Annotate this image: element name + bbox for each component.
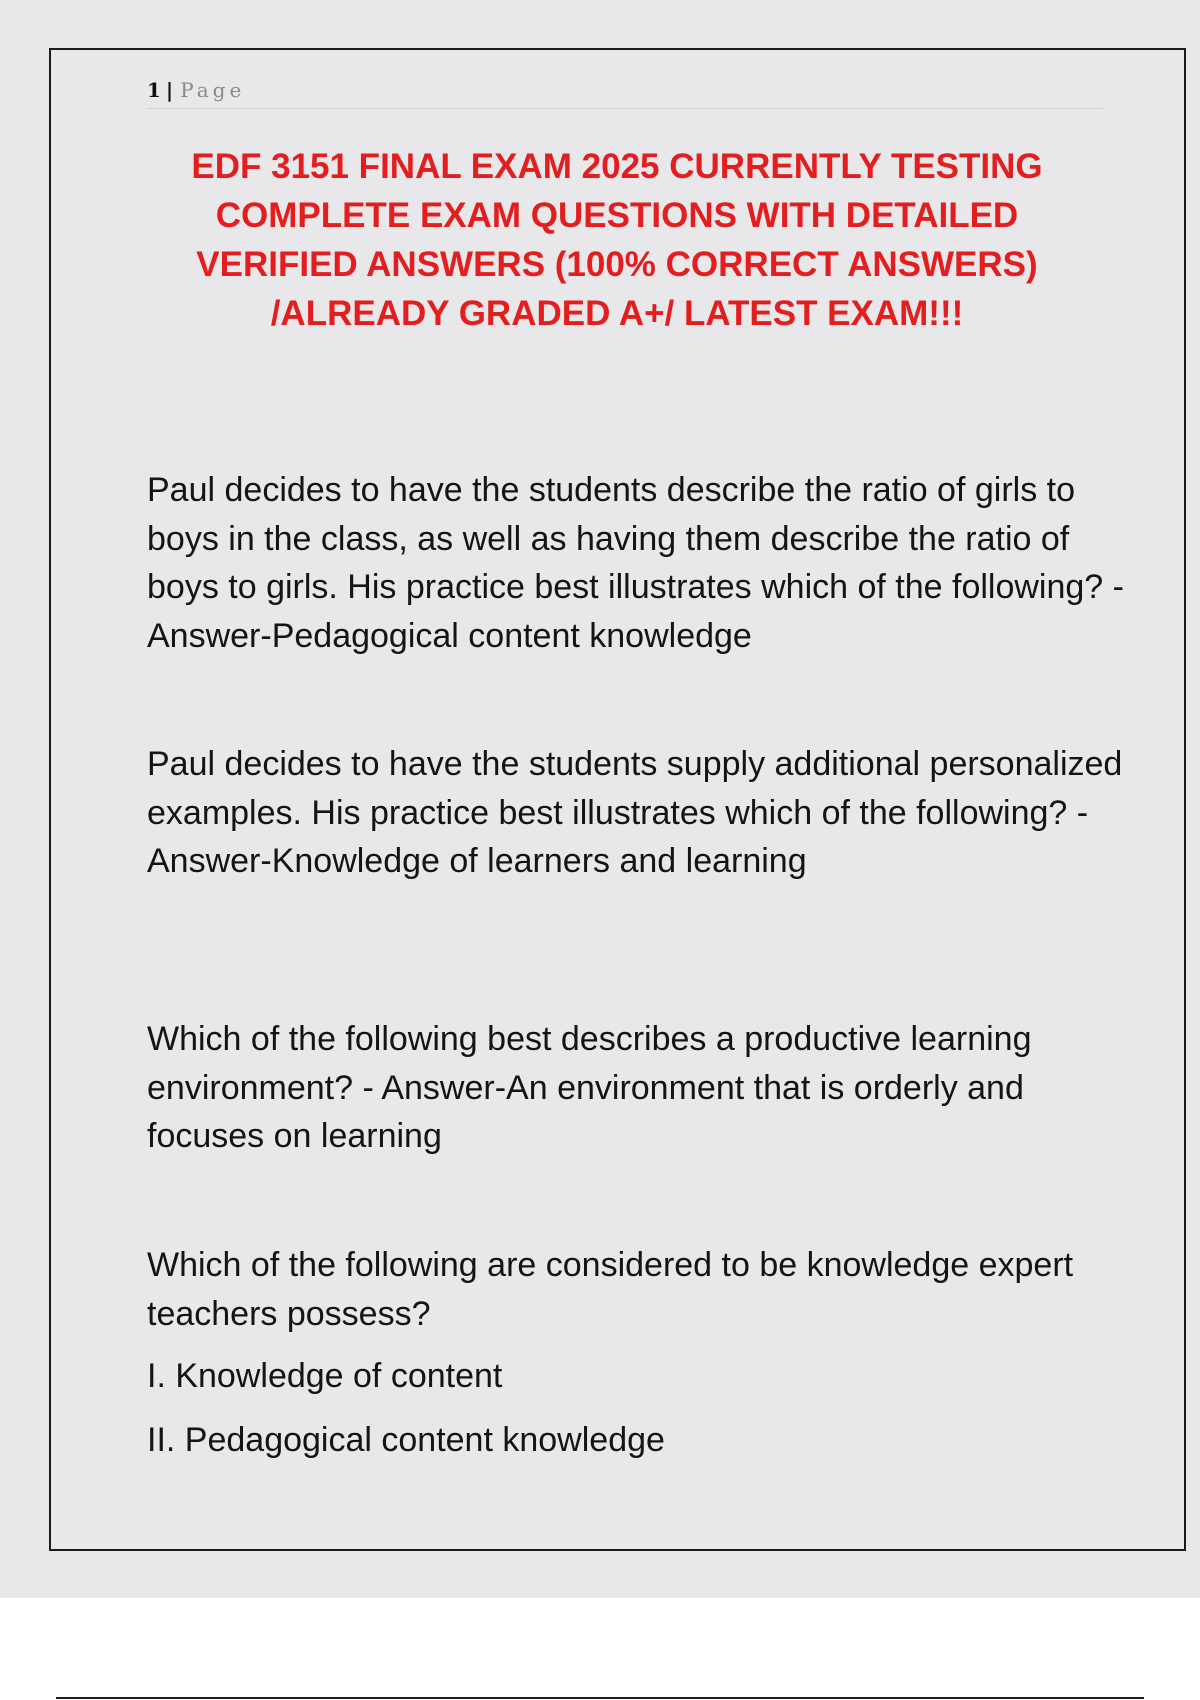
page-label: Page <box>180 78 246 102</box>
question-4: Which of the following are considered to be knowledge expert teachers possess? <box>147 1246 1074 1333</box>
question-answer-3: Which of the following best describes a productive learning environment? - Answer-An environment that is orderly and focuses on learning <box>147 1020 1032 1155</box>
question-4-options <box>147 1352 1147 1480</box>
question-answer-1: Paul decides to have the students describe the ratio of girls to boys in the class, as well as having them describe the ratio of boys to girls. His practice best illustrates which of the following? - Answer-Pedagogical content knowledge <box>147 471 1124 655</box>
page-header-separator: | <box>165 78 175 102</box>
page-header <box>147 78 1103 109</box>
option-item: I. Knowledge of content <box>147 1357 503 1395</box>
question-answer-2: Paul decides to have the students supply additional personalized examples. His practice best illustrates which of the following? - Answer-Knowledge of learners and learning <box>147 745 1123 880</box>
page-frame <box>49 48 1186 1551</box>
bottom-divider <box>56 1697 1144 1699</box>
document-title: EDF 3151 FINAL EXAM 2025 CURRENTLY TESTING COMPLETE EXAM QUESTIONS WITH DETAILED VERIFIED ANSWERS (100% CORRECT ANSWERS) /ALREADY GRADED A+/ LATEST EXAM!!! <box>191 147 1043 333</box>
option-item: II. Pedagogical content knowledge <box>147 1421 665 1459</box>
page-number: 1 <box>147 78 162 102</box>
